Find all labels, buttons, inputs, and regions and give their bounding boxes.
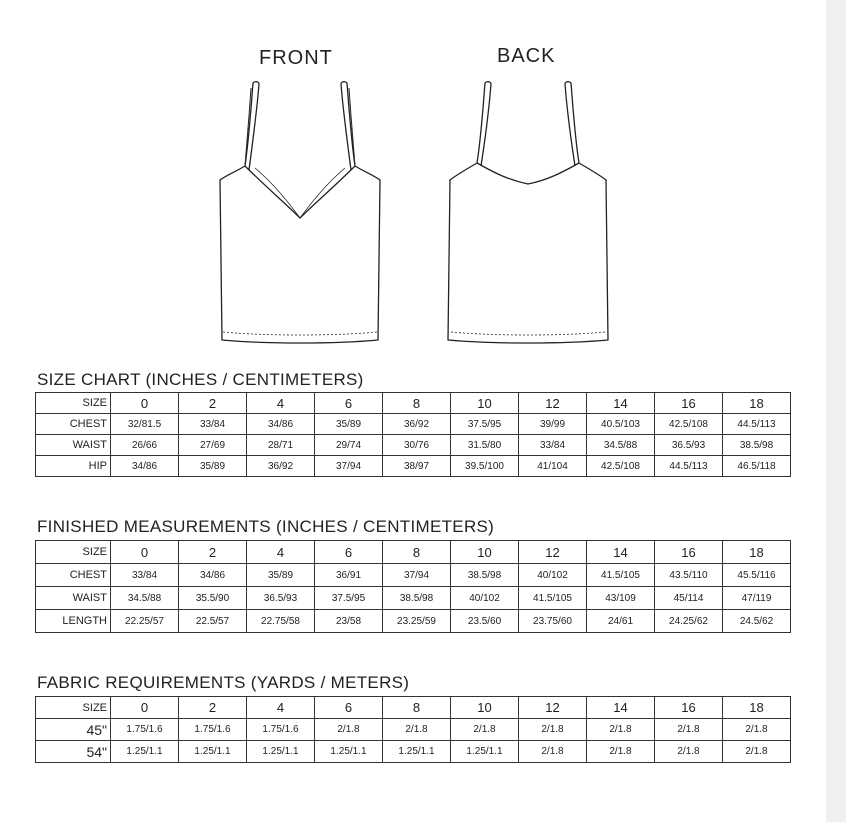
size-cell: 12 bbox=[519, 393, 587, 414]
table-cell: 2/1.8 bbox=[587, 719, 655, 741]
table-cell: 43.5/110 bbox=[655, 564, 723, 587]
table-cell: 2/1.8 bbox=[315, 719, 383, 741]
table-cell: 43/109 bbox=[587, 587, 655, 610]
row-label: WAIST bbox=[36, 435, 111, 456]
size-chart-table bbox=[35, 392, 791, 477]
size-cell: 4 bbox=[247, 393, 315, 414]
size-cell: 18 bbox=[723, 393, 791, 414]
table-cell: 40/102 bbox=[451, 587, 519, 610]
table-cell: 34.5/88 bbox=[111, 587, 179, 610]
size-chart-title: SIZE CHART (INCHES / CENTIMETERS) bbox=[37, 370, 364, 389]
size-cell: 2 bbox=[179, 393, 247, 414]
size-cell: 16 bbox=[655, 697, 723, 719]
size-cell: 0 bbox=[111, 697, 179, 719]
size-cell: 0 bbox=[111, 393, 179, 414]
table-cell: 39/99 bbox=[519, 414, 587, 435]
table-cell: 1.25/1.1 bbox=[383, 741, 451, 763]
table-cell: 30/76 bbox=[383, 435, 451, 456]
row-label: 54" bbox=[36, 741, 111, 763]
table-cell: 34.5/88 bbox=[587, 435, 655, 456]
table-cell: 46.5/118 bbox=[723, 456, 791, 477]
size-cell: 8 bbox=[383, 393, 451, 414]
size-cell: 16 bbox=[655, 393, 723, 414]
table-cell: 33/84 bbox=[179, 414, 247, 435]
table-cell: 1.75/1.6 bbox=[179, 719, 247, 741]
table-cell: 38.5/98 bbox=[451, 564, 519, 587]
size-cell: 6 bbox=[315, 697, 383, 719]
table-cell: 27/69 bbox=[179, 435, 247, 456]
size-header-row bbox=[36, 393, 791, 414]
table-cell: 41.5/105 bbox=[587, 564, 655, 587]
row-label: 45" bbox=[36, 719, 111, 741]
table-cell: 47/119 bbox=[723, 587, 791, 610]
size-cell: 0 bbox=[111, 541, 179, 564]
size-cell: 12 bbox=[519, 697, 587, 719]
table-cell: 38.5/98 bbox=[723, 435, 791, 456]
table-cell: 45.5/116 bbox=[723, 564, 791, 587]
table-cell: 35/89 bbox=[179, 456, 247, 477]
table-cell: 2/1.8 bbox=[655, 741, 723, 763]
table-cell: 33/84 bbox=[111, 564, 179, 587]
table-cell: 38.5/98 bbox=[383, 587, 451, 610]
table-cell: 36/92 bbox=[383, 414, 451, 435]
table-cell: 45/114 bbox=[655, 587, 723, 610]
camisole-front-illustration bbox=[215, 78, 385, 348]
table-cell: 44.5/113 bbox=[723, 414, 791, 435]
right-margin-band bbox=[826, 0, 846, 822]
table-cell: 28/71 bbox=[247, 435, 315, 456]
table-cell: 34/86 bbox=[179, 564, 247, 587]
table-cell: 35/89 bbox=[315, 414, 383, 435]
table-cell: 40/102 bbox=[519, 564, 587, 587]
table-cell: 22.5/57 bbox=[179, 610, 247, 633]
table-cell: 35.5/90 bbox=[179, 587, 247, 610]
size-cell: 2 bbox=[179, 541, 247, 564]
table-cell: 1.25/1.1 bbox=[315, 741, 383, 763]
size-cell: 14 bbox=[587, 541, 655, 564]
row-label: HIP bbox=[36, 456, 111, 477]
finished-measurements-table bbox=[35, 540, 791, 633]
table-cell: 23.25/59 bbox=[383, 610, 451, 633]
table-cell: 33/84 bbox=[519, 435, 587, 456]
table-row bbox=[36, 719, 791, 741]
table-cell: 2/1.8 bbox=[723, 741, 791, 763]
table-row bbox=[36, 435, 791, 456]
table-cell: 44.5/113 bbox=[655, 456, 723, 477]
size-cell: 12 bbox=[519, 541, 587, 564]
size-cell: 2 bbox=[179, 697, 247, 719]
table-cell: 2/1.8 bbox=[451, 719, 519, 741]
size-cell: 4 bbox=[247, 697, 315, 719]
table-cell: 1.25/1.1 bbox=[247, 741, 315, 763]
table-cell: 26/66 bbox=[111, 435, 179, 456]
table-cell: 22.25/57 bbox=[111, 610, 179, 633]
size-cell: 8 bbox=[383, 541, 451, 564]
size-header-row bbox=[36, 541, 791, 564]
table-cell: 40.5/103 bbox=[587, 414, 655, 435]
table-cell: 2/1.8 bbox=[723, 719, 791, 741]
table-cell: 23.75/60 bbox=[519, 610, 587, 633]
table-row bbox=[36, 564, 791, 587]
size-label: SIZE bbox=[36, 393, 111, 414]
size-cell: 10 bbox=[451, 697, 519, 719]
table-cell: 31.5/80 bbox=[451, 435, 519, 456]
row-label: CHEST bbox=[36, 414, 111, 435]
table-row bbox=[36, 456, 791, 477]
row-label: WAIST bbox=[36, 587, 111, 610]
back-view-label: BACK bbox=[497, 45, 556, 67]
size-header-row bbox=[36, 697, 791, 719]
size-cell: 10 bbox=[451, 541, 519, 564]
table-cell: 37/94 bbox=[383, 564, 451, 587]
size-cell: 6 bbox=[315, 393, 383, 414]
table-row bbox=[36, 610, 791, 633]
table-cell: 1.25/1.1 bbox=[179, 741, 247, 763]
table-cell: 32/81.5 bbox=[111, 414, 179, 435]
table-cell: 23.5/60 bbox=[451, 610, 519, 633]
table-cell: 36/91 bbox=[315, 564, 383, 587]
size-cell: 18 bbox=[723, 697, 791, 719]
size-cell: 8 bbox=[383, 697, 451, 719]
table-cell: 42.5/108 bbox=[587, 456, 655, 477]
table-cell: 37.5/95 bbox=[315, 587, 383, 610]
fabric-requirements-title: FABRIC REQUIREMENTS (YARDS / METERS) bbox=[37, 673, 410, 692]
table-cell: 2/1.8 bbox=[655, 719, 723, 741]
table-cell: 1.75/1.6 bbox=[111, 719, 179, 741]
table-row bbox=[36, 414, 791, 435]
front-view-label: FRONT bbox=[259, 47, 333, 69]
finished-measurements-title: FINISHED MEASUREMENTS (INCHES / CENTIMETERS) bbox=[37, 517, 495, 536]
table-cell: 2/1.8 bbox=[519, 741, 587, 763]
size-cell: 14 bbox=[587, 393, 655, 414]
table-cell: 1.25/1.1 bbox=[111, 741, 179, 763]
fabric-requirements-table bbox=[35, 696, 791, 763]
table-cell: 37/94 bbox=[315, 456, 383, 477]
table-cell: 38/97 bbox=[383, 456, 451, 477]
table-row bbox=[36, 741, 791, 763]
table-cell: 36.5/93 bbox=[655, 435, 723, 456]
table-row bbox=[36, 587, 791, 610]
size-cell: 6 bbox=[315, 541, 383, 564]
table-cell: 34/86 bbox=[247, 414, 315, 435]
size-cell: 16 bbox=[655, 541, 723, 564]
row-label: LENGTH bbox=[36, 610, 111, 633]
table-cell: 42.5/108 bbox=[655, 414, 723, 435]
table-cell: 2/1.8 bbox=[519, 719, 587, 741]
table-cell: 24/61 bbox=[587, 610, 655, 633]
table-cell: 22.75/58 bbox=[247, 610, 315, 633]
table-cell: 2/1.8 bbox=[587, 741, 655, 763]
table-cell: 1.25/1.1 bbox=[451, 741, 519, 763]
size-cell: 18 bbox=[723, 541, 791, 564]
table-cell: 41/104 bbox=[519, 456, 587, 477]
table-cell: 23/58 bbox=[315, 610, 383, 633]
table-cell: 29/74 bbox=[315, 435, 383, 456]
row-label: CHEST bbox=[36, 564, 111, 587]
size-label: SIZE bbox=[36, 697, 111, 719]
table-cell: 37.5/95 bbox=[451, 414, 519, 435]
table-cell: 24.5/62 bbox=[723, 610, 791, 633]
size-cell: 10 bbox=[451, 393, 519, 414]
camisole-back-illustration bbox=[443, 78, 613, 348]
table-cell: 1.75/1.6 bbox=[247, 719, 315, 741]
table-cell: 35/89 bbox=[247, 564, 315, 587]
table-cell: 41.5/105 bbox=[519, 587, 587, 610]
size-cell: 14 bbox=[587, 697, 655, 719]
table-cell: 36/92 bbox=[247, 456, 315, 477]
size-cell: 4 bbox=[247, 541, 315, 564]
table-cell: 39.5/100 bbox=[451, 456, 519, 477]
table-cell: 24.25/62 bbox=[655, 610, 723, 633]
table-cell: 36.5/93 bbox=[247, 587, 315, 610]
size-label: SIZE bbox=[36, 541, 111, 564]
table-cell: 34/86 bbox=[111, 456, 179, 477]
table-cell: 2/1.8 bbox=[383, 719, 451, 741]
